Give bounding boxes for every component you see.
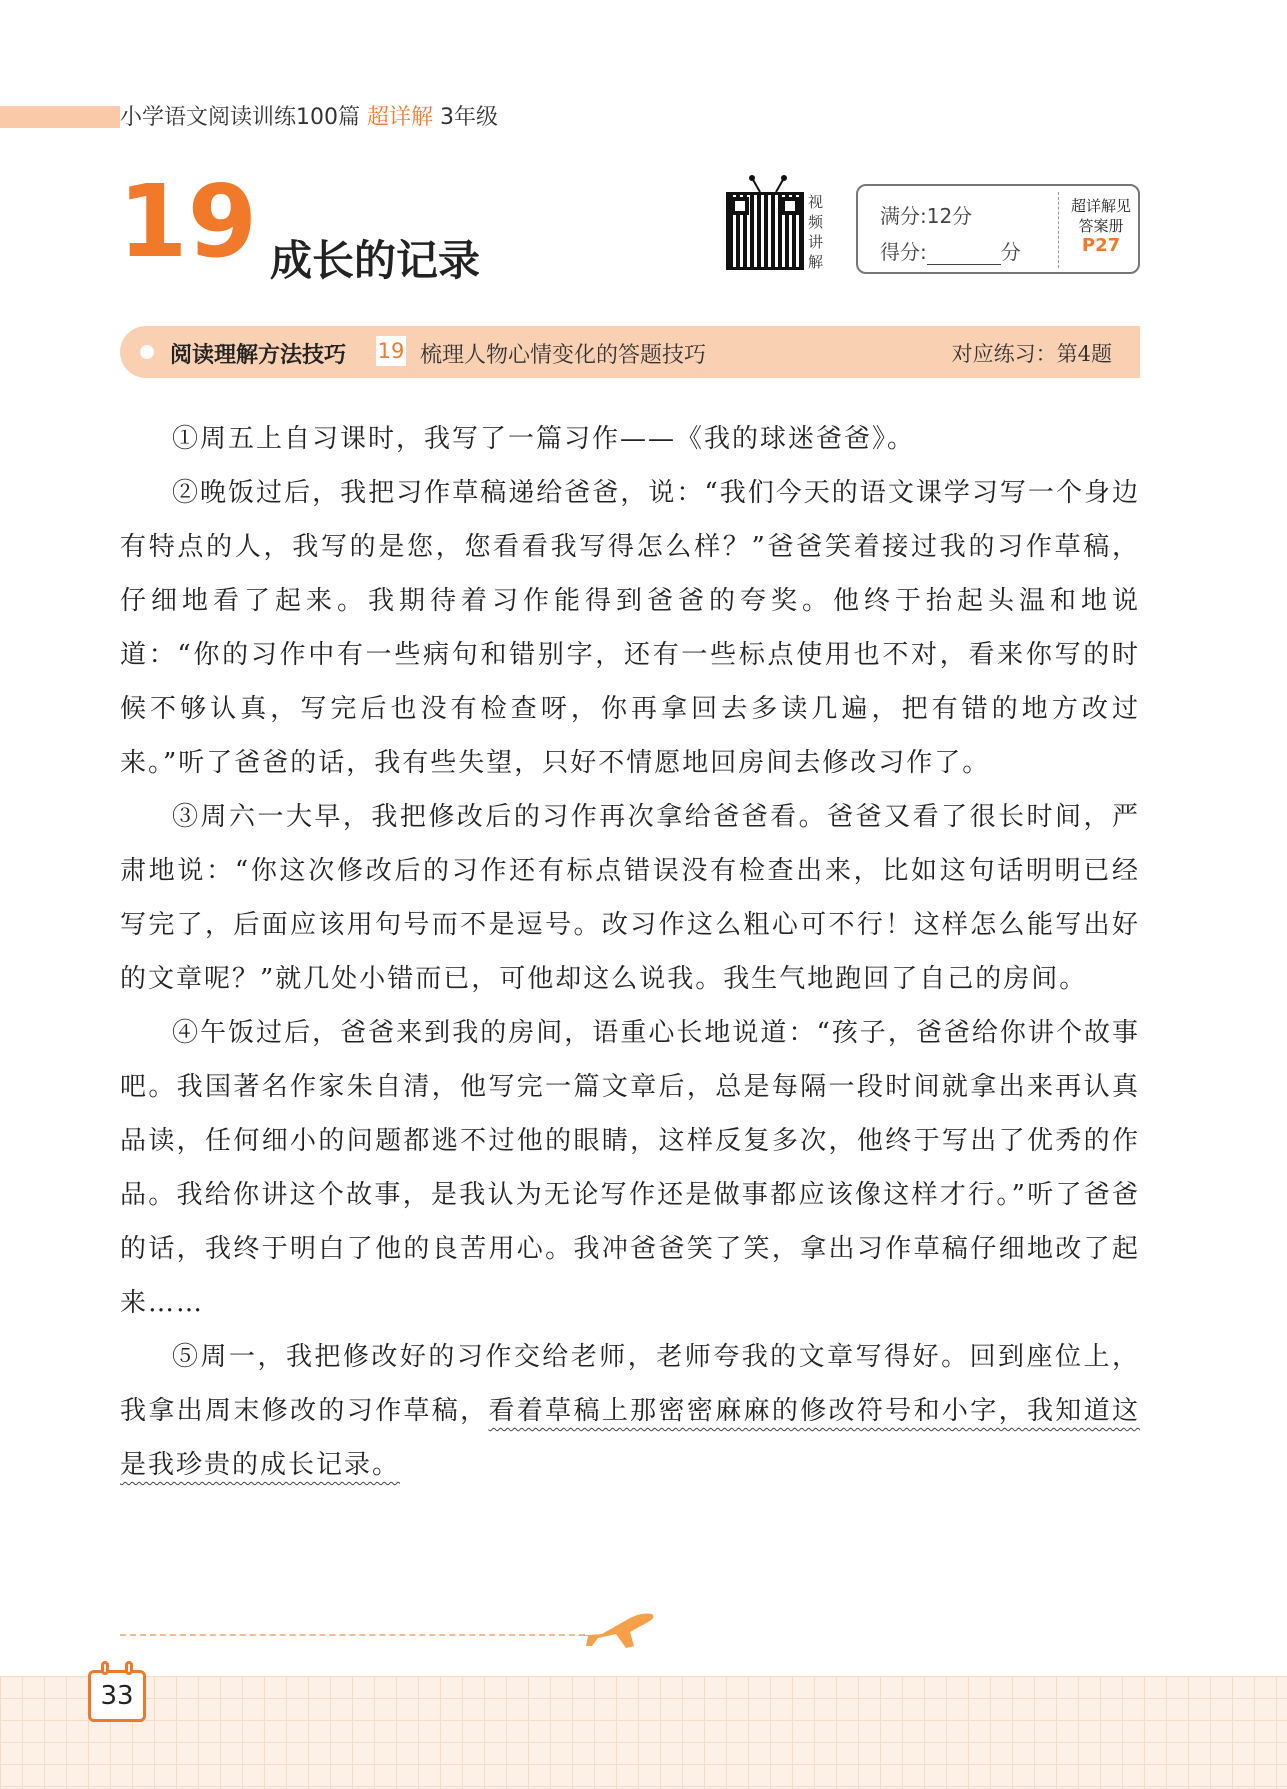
paragraph-5-text: ⑤周一，我把修改好的习作交给老师，老师夸我的文章写得好。回到座位上，我拿出周末修改的习作草稿， bbox=[120, 1342, 1140, 1426]
skill-label: 阅读理解方法技巧 bbox=[170, 343, 347, 368]
score-label: 得分: bbox=[880, 240, 927, 264]
qr-code-icon[interactable] bbox=[726, 192, 804, 270]
score-blank[interactable] bbox=[927, 246, 1001, 265]
footer-grid bbox=[0, 1676, 1287, 1789]
score-box bbox=[856, 184, 1140, 274]
paragraph-3: ③周六一大早，我把修改后的习作再次拿给爸爸看。爸爸又看了很长时间，严肃地说：“你这次修改后的习作还有标点错误没有检查出来，比如这句话明明已经写完了，后面应该用句号而不是逗号。改习作这么粗心可不行！这样怎么能写出好的文章呢？”就几处小错而已，可他却这么说我。我生气地跑回了自己的房间。 bbox=[120, 802, 1140, 994]
paragraph-2: ②晚饭过后，我把习作草稿递给爸爸，说：“我们今天的语文课学习写一个身边有特点的人，我写的是您，您看看我写得怎么样？”爸爸笑着接过我的习作草稿，仔细地看了起来。我期待着习作能得到爸爸的夸奖。他终于抬起头温和地说道：“你的习作中有一些病句和错别字，还有一些标点使用也不对，看来你写的时候不够认真，写完后也没有检查呀，你再拿回去多读几遍，把有错的地方改过来。”听了爸爸的话，我有些失望，只好不情愿地回房间去修改习作了。 bbox=[120, 478, 1140, 778]
tv-antenna-icon bbox=[746, 174, 790, 192]
calendar-ring-icon bbox=[125, 1661, 133, 1675]
paragraph-1: ①周五上自习课时，我写了一篇习作——《我的球迷爸爸》。 bbox=[172, 424, 916, 454]
paragraph-4: ④午饭过后，爸爸来到我的房间，语重心长地说道：“孩子，爸爸给你讲个故事吧。我国著名作家朱自清，他写完一篇文章后，总是每隔一段时间就拿出来再认真品读，任何细小的问题都逃不过他的眼睛，这样反复多次，他终于写出了优秀的作品。我给你讲这个故事，是我认为无论写作还是做事都应该像这样才行。”听了爸爸的话，我终于明白了他的良苦用心。我冲爸爸笑了笑，拿出习作草稿仔细地改了起来…… bbox=[120, 1018, 1140, 1318]
book-accent: 超详解 bbox=[367, 105, 434, 130]
video-caption: 视频讲解 bbox=[808, 193, 824, 271]
page-number: 33 bbox=[100, 1681, 134, 1711]
lesson-title: 成长的记录 bbox=[270, 236, 481, 285]
score-unit: 分 bbox=[1000, 240, 1021, 264]
skill-number: 19 bbox=[376, 336, 406, 366]
answer-reference bbox=[1062, 196, 1140, 256]
paragraph-5 bbox=[120, 1330, 1140, 1492]
score-divider bbox=[1058, 192, 1059, 268]
practice-reference: 对应练习：第4题 bbox=[951, 342, 1112, 366]
underlined-sentence: 看着草稿上那密密麻麻的修改符号和小字，我知道这是我珍贵的成长记录。 bbox=[120, 1396, 1140, 1480]
bullet-dot-icon bbox=[140, 345, 154, 359]
answer-ref-line2: 答案册 bbox=[1078, 217, 1124, 235]
skill-bar bbox=[120, 326, 1140, 378]
reading-passage bbox=[120, 412, 1140, 1492]
lesson-number: 19 bbox=[118, 163, 258, 280]
header-accent-bar bbox=[0, 106, 120, 128]
answer-page: P27 bbox=[1081, 235, 1121, 256]
book-header bbox=[120, 100, 498, 131]
airplane-icon bbox=[572, 1606, 662, 1650]
page-number-badge bbox=[88, 1670, 146, 1722]
video-qr-block[interactable] bbox=[724, 174, 834, 278]
book-title: 小学语文阅读训练100篇 bbox=[120, 105, 360, 130]
answer-ref-line1: 超详解见 bbox=[1070, 197, 1131, 215]
full-score: 满分:12分 bbox=[880, 204, 973, 228]
calendar-ring-icon bbox=[101, 1661, 109, 1675]
skill-topic: 梳理人物心情变化的答题技巧 bbox=[420, 343, 707, 368]
book-grade: 3年级 bbox=[440, 105, 499, 130]
score-field[interactable] bbox=[880, 236, 1021, 265]
section-divider bbox=[120, 1634, 585, 1636]
